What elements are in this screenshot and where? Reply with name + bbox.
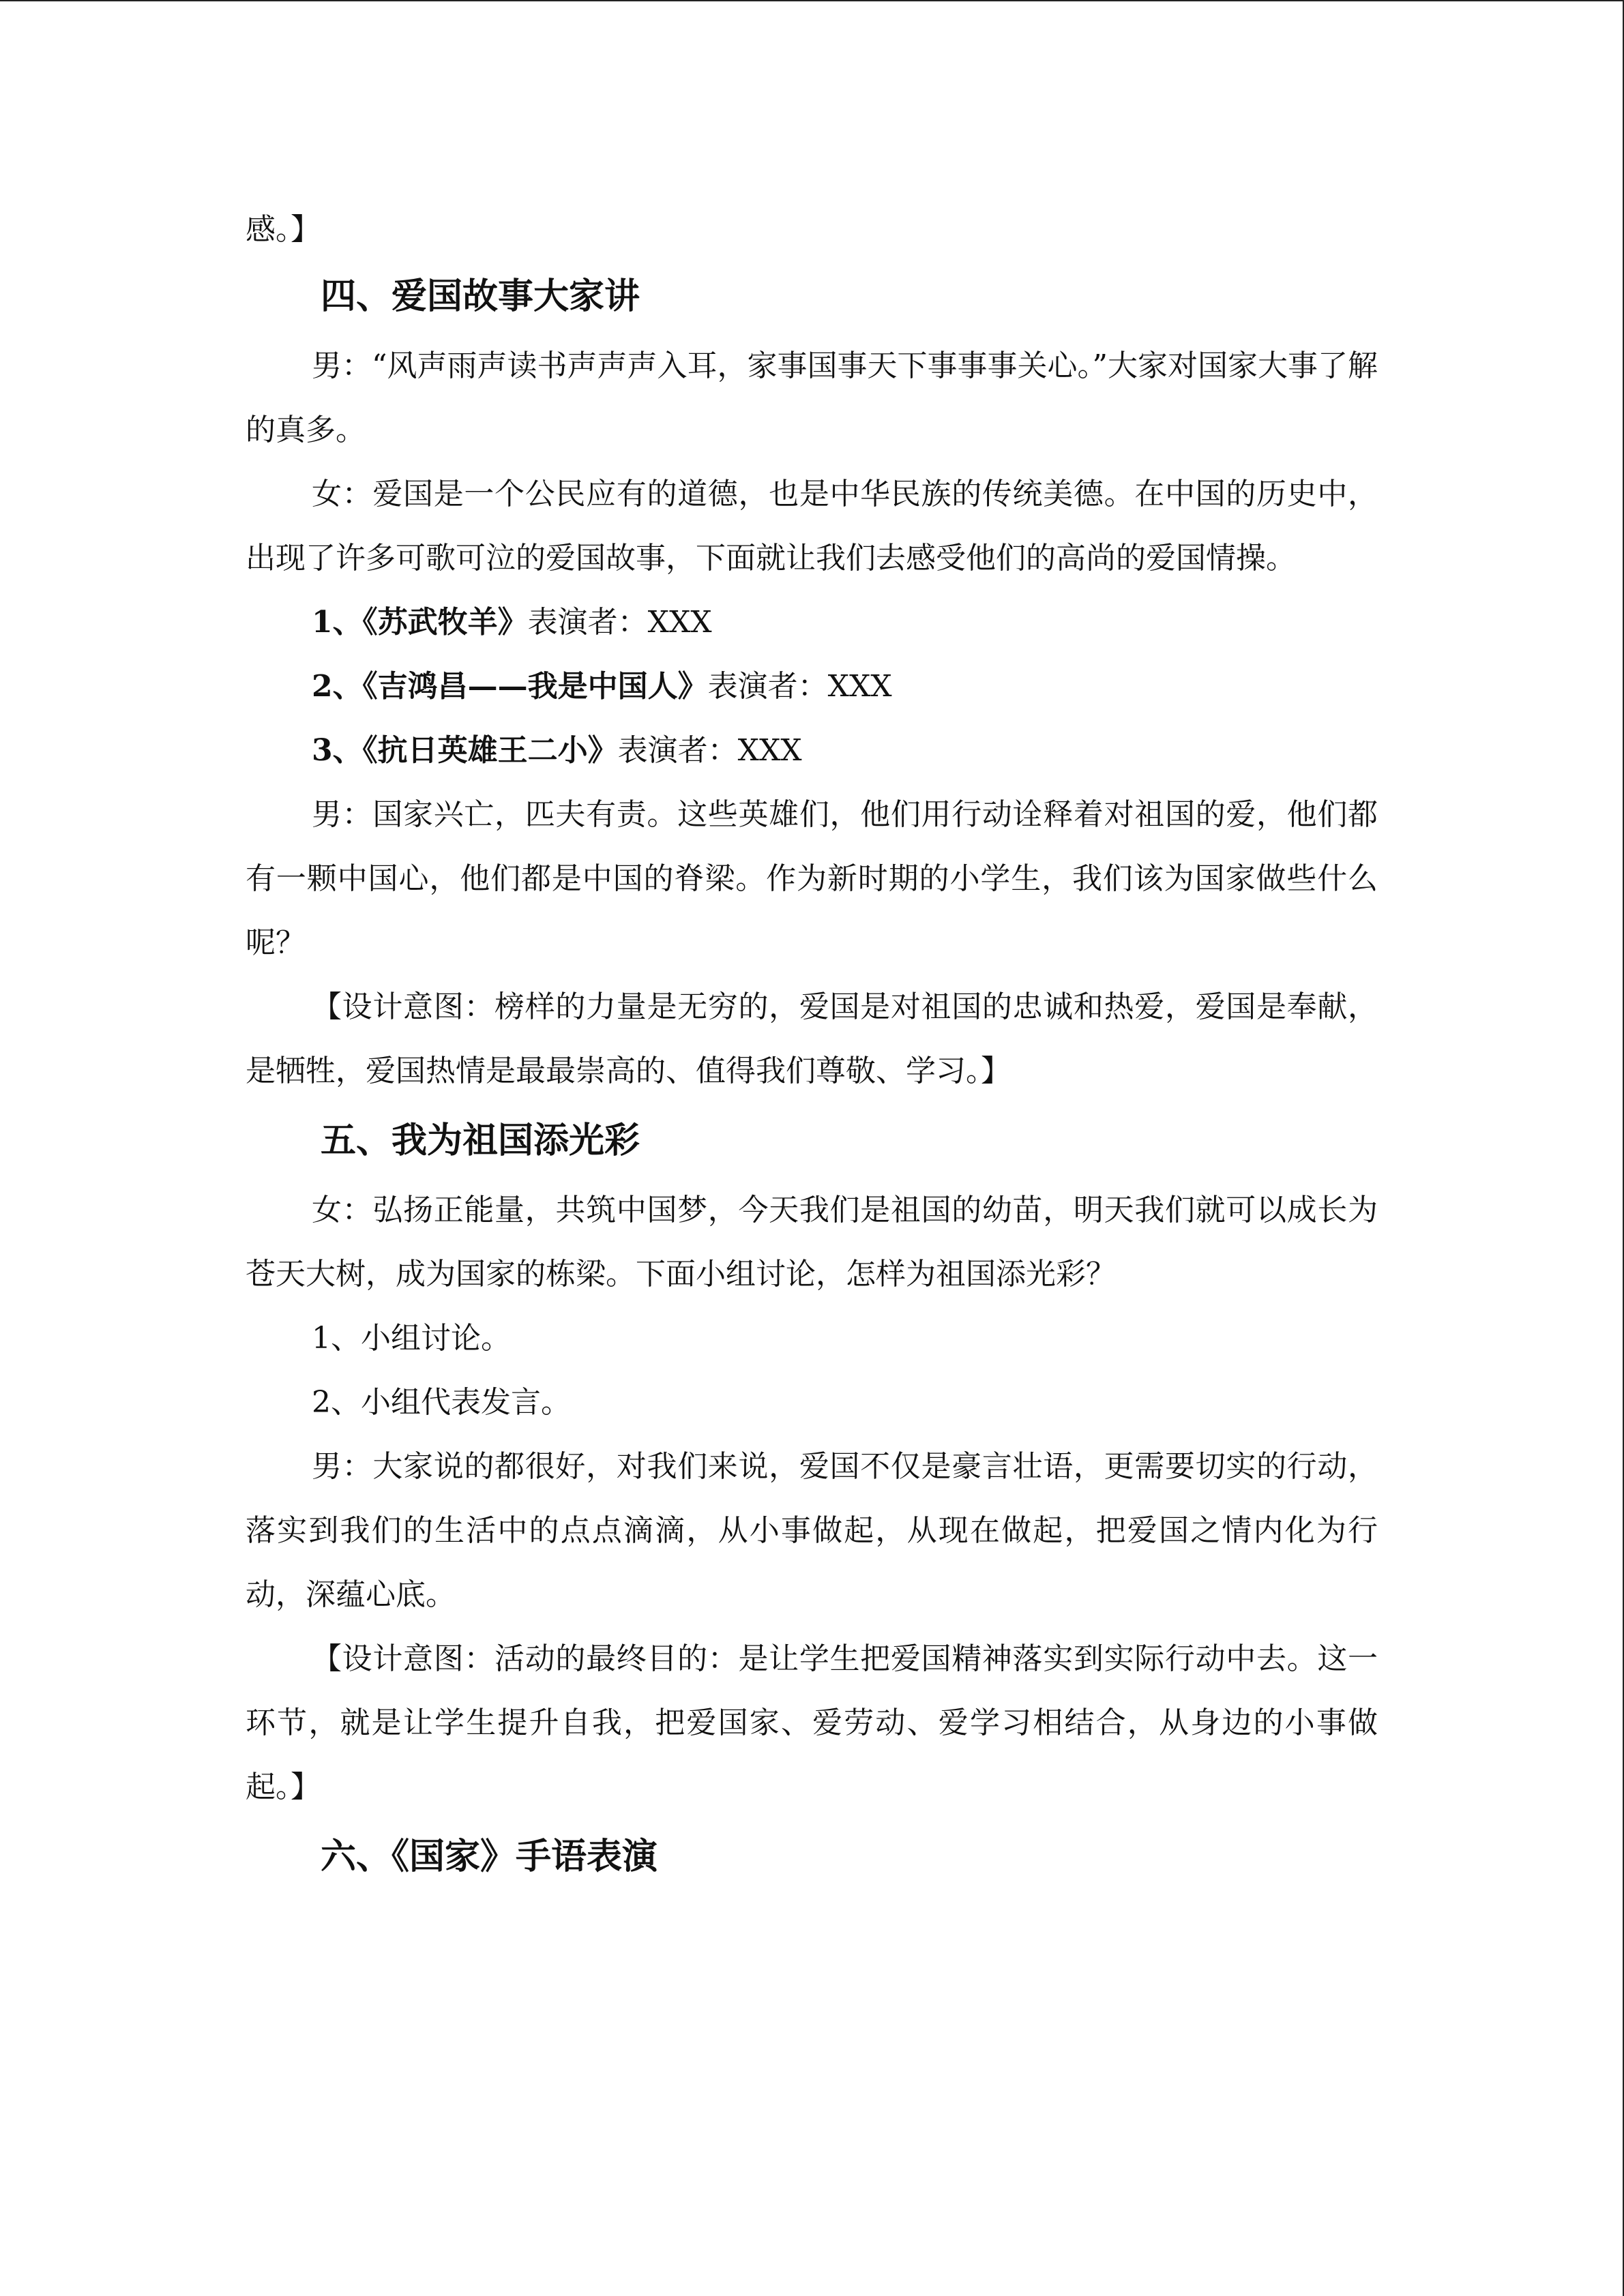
step-item-2: 2、小组代表发言。 xyxy=(312,1385,571,1420)
paragraph-female-energy: 女：弘扬正能量，共筑中国梦，今天我们是祖国的幼苗，明天我们就可以成长为苍天大树，成为国家的栋梁。下面小组讨论，怎样为祖国添光彩？ xyxy=(246,1193,1378,1292)
section-heading-4: 四、爱国故事大家讲 xyxy=(321,275,640,317)
performance-item-1 xyxy=(246,591,1378,655)
design-intent-5: 【设计意图：活动的最终目的：是让学生把爱国精神落实到实际行动中去。这一环节，就是让学生提升自我，把爱国家、爱劳动、爱学习相结合，从身边的小事做起。】 xyxy=(246,1641,1378,1804)
performance-item-3 xyxy=(246,719,1378,783)
performer-label: 表演者：XXX xyxy=(527,605,712,640)
performance-title: 3、《抗日英雄王二小》 xyxy=(312,733,618,768)
performer-label: 表演者：XXX xyxy=(707,669,892,704)
paragraph-female-intro: 女：爱国是一个公民应有的道德，也是中华民族的传统美德。在中国的历史中，出现了许多可歌可泣的爱国故事，下面就让我们去感受他们的高尚的爱国情操。 xyxy=(246,477,1378,576)
step-item-1: 1、小组讨论。 xyxy=(312,1321,511,1356)
paragraph-male-action: 男：大家说的都很好，对我们来说，爱国不仅是豪言壮语，更需要切实的行动，落实到我们的生活中的点点滴滴，从小事做起，从现在做起，把爱国之情内化为行动，深蕴心底。 xyxy=(246,1449,1378,1612)
performance-item-2 xyxy=(246,655,1378,719)
document-body xyxy=(246,198,1378,1894)
performer-label: 表演者：XXX xyxy=(617,733,802,768)
paragraph-male-heroes: 男：国家兴亡，匹夫有责。这些英雄们，他们用行动诠释着对祖国的爱，他们都有一颗中国心，他们都是中国的脊梁。作为新时期的小学生，我们该为国家做些什么呢？ xyxy=(246,797,1378,960)
section-heading-5: 五、我为祖国添光彩 xyxy=(321,1120,640,1161)
performance-title: 1、《苏武牧羊》 xyxy=(312,605,528,640)
paragraph-male-quote: 男：“风声雨声读书声声声入耳，家事国事天下事事事关心。”大家对国家大事了解的真多。 xyxy=(246,348,1378,447)
section-heading-6: 六、《国家》手语表演 xyxy=(321,1836,658,1877)
design-intent-4: 【设计意图：榜样的力量是无穷的，爱国是对祖国的忠诚和热爱，爱国是奉献，是牺牲，爱国热情是最最崇高的、值得我们尊敬、学习。】 xyxy=(246,989,1378,1088)
performance-title: 2、《吉鸿昌——我是中国人》 xyxy=(312,669,708,704)
continuation-line: 感。】 xyxy=(246,212,321,247)
